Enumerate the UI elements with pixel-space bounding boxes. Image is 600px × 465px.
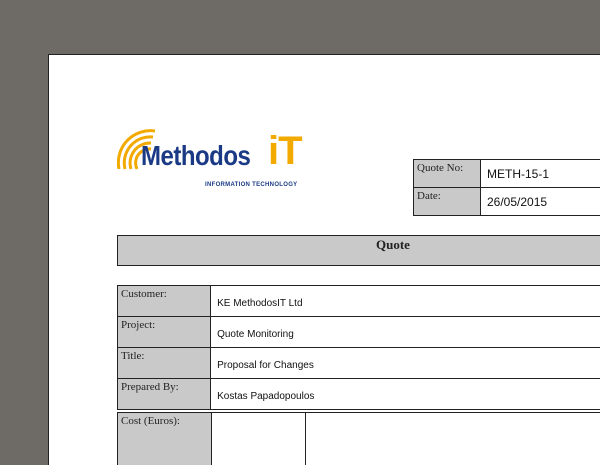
- cost-cell: [306, 413, 600, 465]
- document-page: [48, 54, 600, 465]
- quote-info-table: [117, 285, 600, 410]
- logo-tagline: INFORMATION TECHNOLOGY: [205, 182, 297, 188]
- meta-row-quote-no: [414, 160, 600, 188]
- prepared-by-label: Prepared By:: [118, 379, 211, 410]
- cost-table: [117, 412, 600, 465]
- date-value: 26/05/2015: [480, 188, 600, 216]
- date-label: Date:: [414, 188, 481, 216]
- project-label: Project:: [118, 317, 211, 348]
- cost-label: Cost (Euros):: [118, 413, 212, 465]
- quote-no-value: METH-15-1: [480, 160, 600, 188]
- logo-wordmark: Methodos: [141, 141, 250, 173]
- info-row-prepared-by: [118, 379, 600, 410]
- customer-value: KE MethodosIT Ltd: [211, 286, 600, 317]
- prepared-by-value: Kostas Papadopoulos: [211, 379, 600, 410]
- title-value: Proposal for Changes: [211, 348, 600, 379]
- info-row-project: [118, 317, 600, 348]
- info-row-customer: [118, 286, 600, 317]
- info-row-title: [118, 348, 600, 379]
- meta-row-date: [414, 188, 600, 216]
- cost-cell: [212, 413, 306, 465]
- project-value: Quote Monitoring: [211, 317, 600, 348]
- logo-accent: iT: [268, 129, 302, 174]
- title-label: Title:: [118, 348, 211, 379]
- customer-label: Customer:: [118, 286, 211, 317]
- quote-no-label: Quote No:: [414, 160, 481, 188]
- document-title-bar: [117, 235, 600, 266]
- document-title: Quote: [376, 237, 410, 253]
- company-logo: [117, 125, 307, 195]
- quote-meta-table: [413, 159, 600, 216]
- cost-row: [118, 413, 600, 465]
